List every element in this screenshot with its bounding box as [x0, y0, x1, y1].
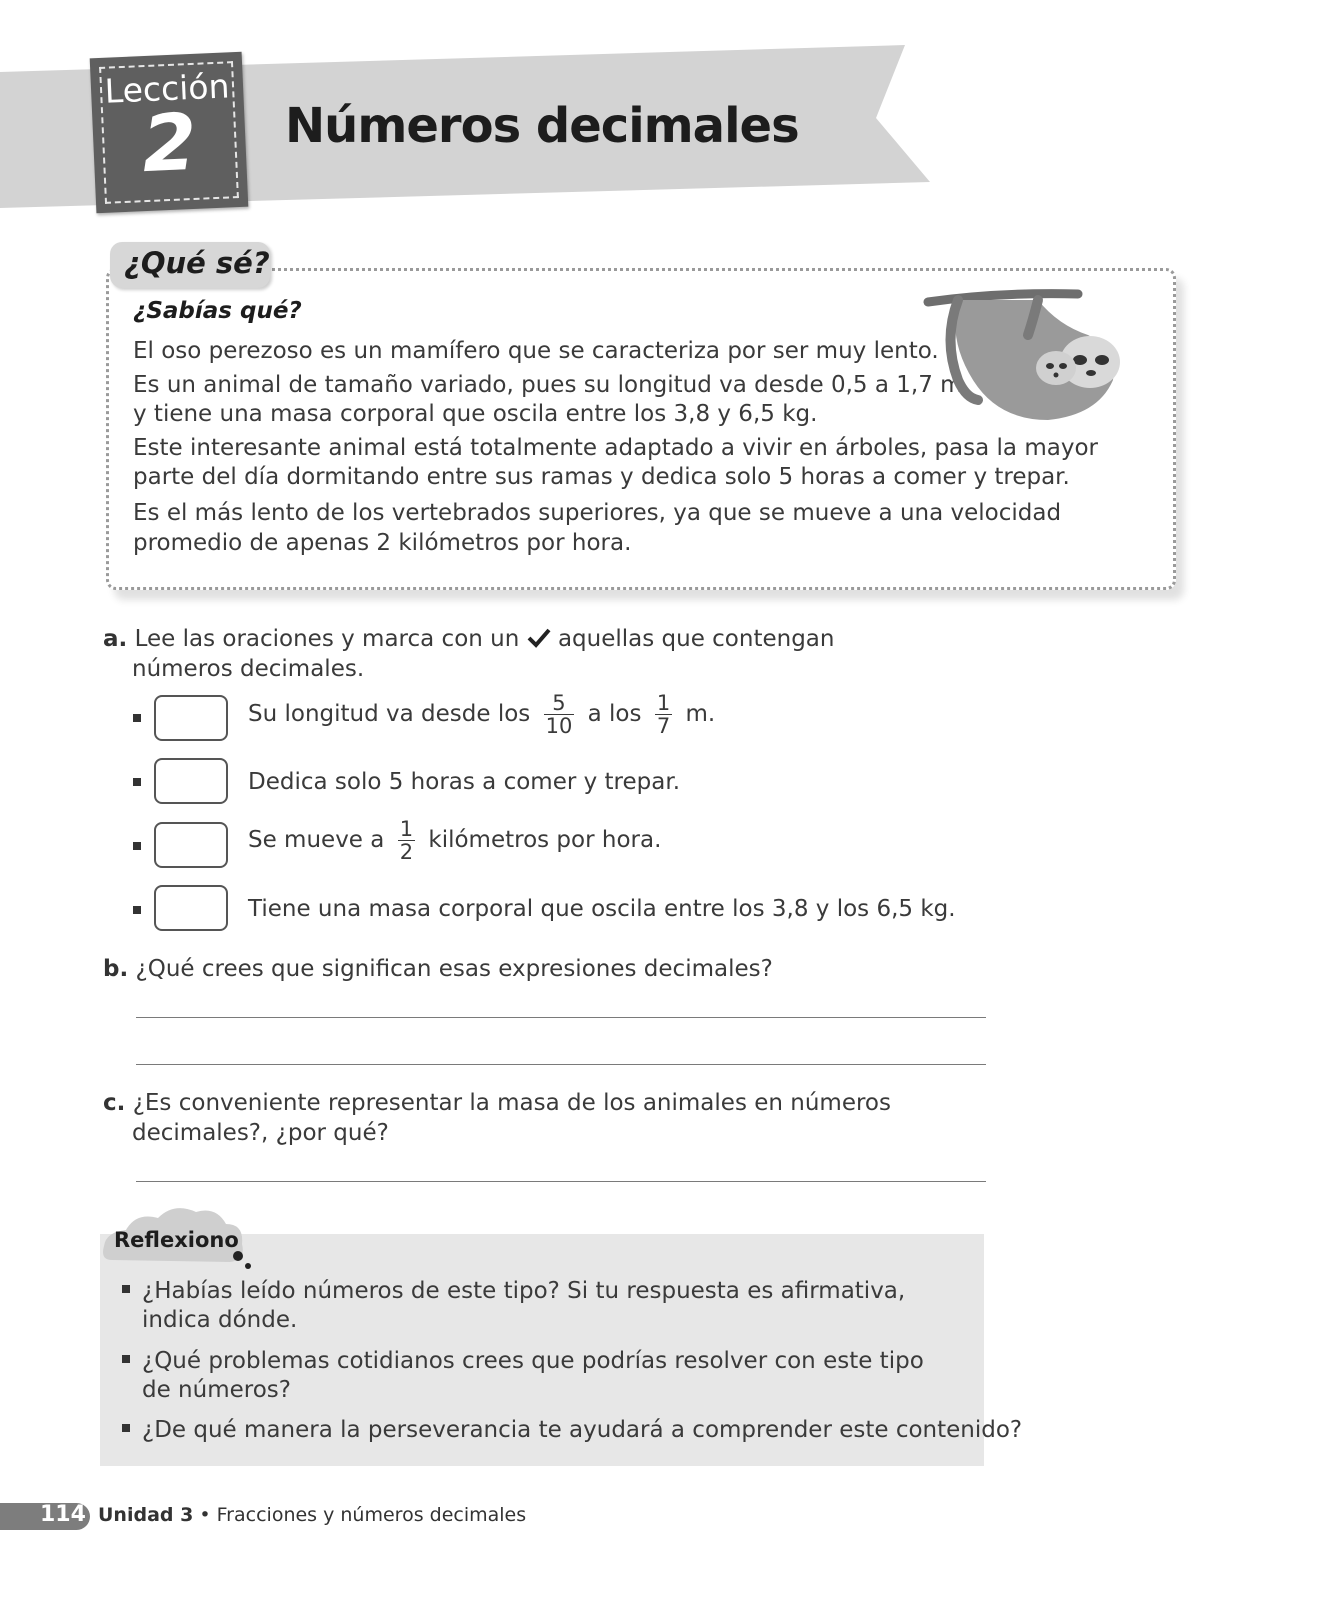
reflexiono-item-cont: de números? — [142, 1377, 291, 1403]
question-a-letter: a. — [103, 626, 128, 652]
question-a-text-after: aquellas que contengan — [557, 626, 835, 652]
bullet — [122, 1285, 130, 1293]
fraction-num: 5 — [544, 692, 575, 715]
sloth-illustration — [918, 280, 1133, 440]
question-a-line2: números decimales. — [132, 656, 365, 682]
info-line: parte del día dormitando entre sus ramas y dedica solo 5 horas a comer y trepar. — [133, 464, 1070, 490]
footer-subject: Fracciones y números decimales — [216, 1504, 527, 1526]
info-line: promedio de apenas 2 kilómetros por hora. — [133, 530, 632, 556]
reflexiono-item: ¿De qué manera la perseverancia te ayudará a comprender este contenido? — [142, 1417, 1023, 1443]
fraction — [398, 818, 415, 863]
option-checkbox[interactable] — [154, 695, 228, 741]
reflexiono-item-cont: indica dónde. — [142, 1307, 298, 1333]
lesson-word: Lección — [103, 66, 231, 111]
reflexiono-item: ¿Habías leído números de este tipo? Si tu respuesta es afirmativa, — [142, 1278, 906, 1304]
footer-separator: • — [199, 1504, 211, 1526]
bullet — [133, 906, 141, 914]
fraction-num: 1 — [399, 817, 414, 841]
answer-line[interactable] — [136, 1017, 986, 1018]
info-line: Este interesante animal está totalmente adaptado a vivir en árboles, pasa la mayor — [133, 435, 1098, 461]
question-c-letter: c. — [103, 1090, 126, 1116]
question-b-letter: b. — [103, 956, 129, 982]
answer-line[interactable] — [136, 1064, 986, 1065]
answer-line[interactable] — [136, 1181, 986, 1182]
option-text-part: Se mueve a — [248, 827, 385, 853]
option-text-part: a los — [587, 701, 642, 727]
option-text — [248, 692, 715, 737]
question-c-text: ¿Es conveniente representar la masa de los animales en números — [132, 1090, 891, 1116]
option-checkbox[interactable] — [154, 822, 228, 868]
bullet — [122, 1355, 130, 1363]
fraction-num: 1 — [656, 691, 671, 715]
reflexiono-label: Reflexiono — [114, 1228, 239, 1252]
fraction — [544, 692, 575, 737]
lesson-badge — [90, 52, 249, 213]
option-checkbox[interactable] — [154, 758, 228, 804]
info-line: y tiene una masa corporal que oscila entre los 3,8 y 6,5 kg. — [133, 401, 818, 427]
fraction-den: 2 — [399, 840, 414, 864]
option-text: Dedica solo 5 horas a comer y trepar. — [248, 769, 681, 795]
bullet — [133, 778, 141, 786]
question-b — [103, 954, 773, 984]
option-text-part: kilómetros por hora. — [428, 827, 662, 853]
fraction-den: 7 — [656, 714, 671, 738]
page-number: 114 — [40, 1502, 86, 1527]
option-checkbox[interactable] — [154, 885, 228, 931]
question-a-text: Lee las oraciones y marca con un — [134, 626, 520, 652]
bullet — [133, 714, 141, 722]
que-se-label: ¿Qué sé? — [124, 246, 270, 280]
fraction-den: 10 — [545, 714, 573, 738]
page-title: Números decimales — [285, 98, 799, 154]
footer-unit: Unidad 3 — [98, 1504, 194, 1526]
reflexiono-item: ¿Qué problemas cotidianos crees que podrías resolver con este tipo — [142, 1348, 924, 1374]
footer-text — [98, 1504, 526, 1526]
info-line: Es el más lento de los vertebrados superiores, ya que se mueve a una velocidad — [133, 500, 1062, 526]
option-text: Tiene una masa corporal que oscila entre los 3,8 y los 6,5 kg. — [248, 896, 956, 922]
option-text — [248, 818, 661, 863]
bullet — [133, 842, 141, 850]
info-line: El oso perezoso es un mamífero que se caracteriza por ser muy lento. — [133, 338, 939, 364]
bullet — [122, 1424, 130, 1432]
lesson-number: 2 — [140, 97, 199, 191]
question-a — [103, 624, 834, 654]
question-c — [103, 1088, 891, 1118]
fraction — [655, 692, 672, 737]
que-se-tab — [110, 242, 270, 288]
question-b-text: ¿Qué crees que significan esas expresiones decimales? — [135, 956, 773, 982]
question-c-line2: decimales?, ¿por qué? — [132, 1120, 389, 1146]
option-text-part: m. — [685, 701, 716, 727]
option-text-part: Su longitud va desde los — [248, 701, 531, 727]
sabias-que-heading: ¿Sabías qué? — [133, 298, 302, 324]
checkmark-icon — [527, 628, 551, 648]
info-line: Es un animal de tamaño variado, pues su longitud va desde 0,5 a 1,7 m — [133, 372, 963, 398]
